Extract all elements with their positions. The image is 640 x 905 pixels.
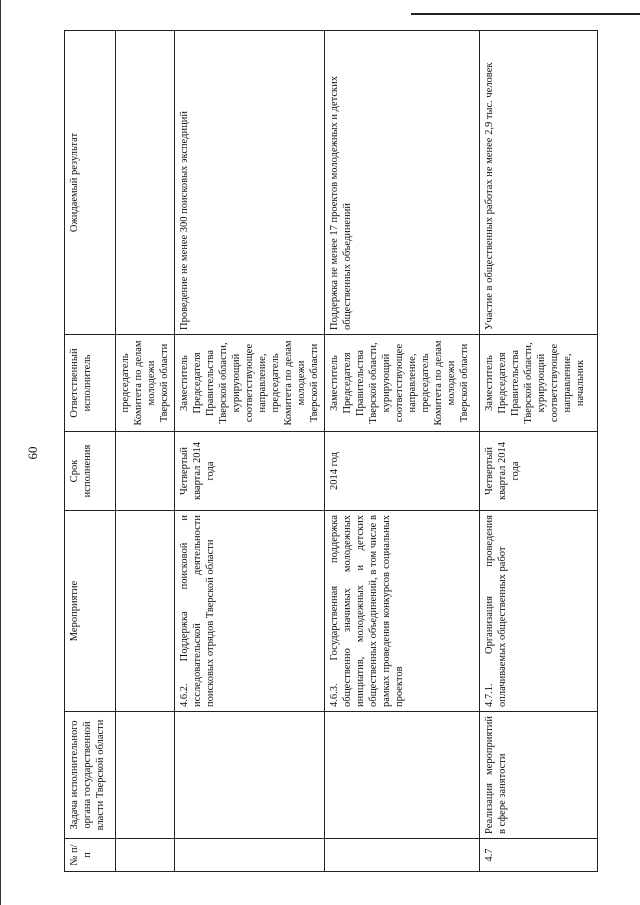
cell-term: Четвертый квартал 2014 года [480, 432, 598, 511]
cell-task: Реализация мероприятий в сфере занятости [480, 712, 598, 839]
landscape-page [64, 31, 586, 872]
cell-num [325, 839, 480, 872]
cell-num [116, 839, 175, 872]
table-row [175, 31, 325, 872]
cell-task [116, 712, 175, 839]
scan-corner-bar [411, 13, 640, 15]
cell-event: 4.6.3. Государственная поддержка общественно значимых молодежных инициатив, молодежных и детских общественных объединений, в том числе в рамках проведения конкурсов социальных проектов [325, 511, 480, 712]
cell-task [325, 712, 480, 839]
cell-num: 4.7 [480, 839, 598, 872]
cell-responsible: Заместитель Председателя Правительства Тверской области, курирующий соответствующее направление, председатель Комитета по делам молодежи Тверской области [325, 335, 480, 432]
cell-responsible: Заместитель Председателя Правительства Тверской области, курирующий соответствующее направление, начальник [480, 335, 598, 432]
page-number: 60 [25, 446, 40, 460]
header-event: Мероприятие [65, 511, 116, 712]
table-row [116, 31, 175, 872]
cell-task [175, 712, 325, 839]
table-row [480, 31, 598, 872]
cell-result: Поддержка не менее 17 проектов молодежных и детских общественных объединений [325, 31, 480, 335]
header-term: Срок исполнения [65, 432, 116, 511]
cell-responsible: председатель Комитета по делам молодежи Тверской области [116, 335, 175, 432]
header-num: № п/п [65, 839, 116, 872]
header-row [65, 31, 116, 872]
cell-num [175, 839, 325, 872]
cell-term [116, 432, 175, 511]
cell-event: 4.7.1. Организация проведения оплачиваемых общественных работ [480, 511, 598, 712]
cell-event [116, 511, 175, 712]
header-task: Задача исполнительного органа государственной власти Тверской области [65, 712, 116, 839]
cell-term: 2014 год [325, 432, 480, 511]
cell-term: Четвертый квартал 2014 года [175, 432, 325, 511]
cell-responsible: Заместитель Председателя Правительства Тверской области, курирующий соответствующее направление, председатель Комитета по делам молодежи Тверской области [175, 335, 325, 432]
header-responsible: Ответственный исполнитель [65, 335, 116, 432]
cell-result [116, 31, 175, 335]
scan-edge-line [0, 0, 1, 905]
plan-table [64, 30, 598, 872]
table-row [325, 31, 480, 872]
cell-result: Проведение не менее 300 поисковых экспедиций [175, 31, 325, 335]
rotated-table-wrapper [64, 31, 586, 872]
header-result: Ожидаемый результат [65, 31, 116, 335]
cell-result: Участие в общественных работах не менее 2,9 тыс. человек [480, 31, 598, 335]
cell-event: 4.6.2. Поддержка поисковой и исследовательской деятельности поисковых отрядов Тверской области [175, 511, 325, 712]
